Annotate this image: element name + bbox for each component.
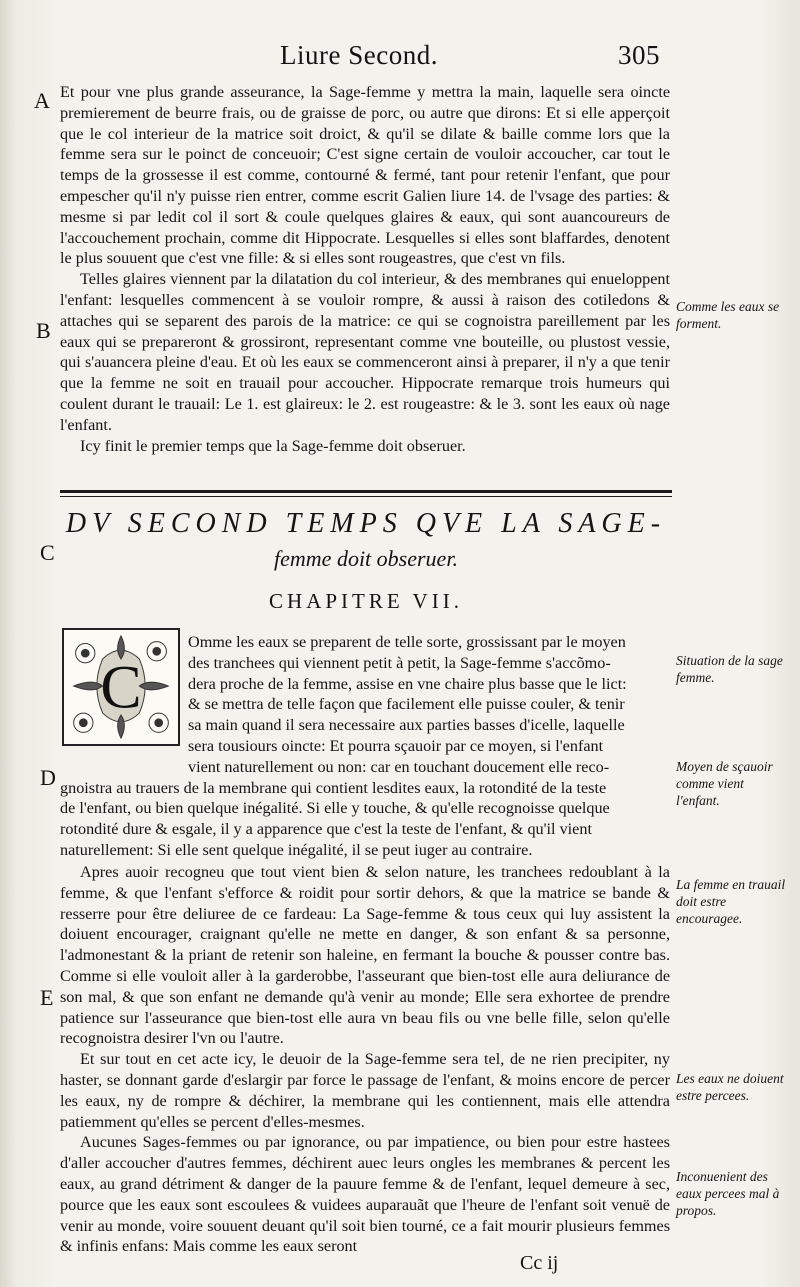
chapter-line: rotondité dure & esgale, il y a apparence que c'est la teste de l'enfant, & qu'il vient [60,820,592,839]
section-marker-c: C [40,540,55,565]
chapter-line: naturellement: Si elle sent quelque inégalité, il se peut iuger au contraire. [60,840,533,859]
margin-note: La femme en trauail doit estre encouragee. [676,877,786,926]
dropcap-letter: C [100,653,142,722]
chapter-number: CHAPITRE VII. [269,589,463,613]
section-rule-thick [60,490,672,493]
page-number: 305 [618,40,660,70]
margin-note: Les eaux ne doiuent estre percees. [676,1071,784,1103]
chapter-line: & se mettra de telle façon que facilement elle puisse couler, & tenir [188,695,625,714]
section-marker-b: B [36,318,51,343]
chapter-opening-lines [60,632,670,861]
chapter-line: sa main quand il sera necessaire aux parties basses d'icelle, laquelle [188,716,625,735]
chapter-body [60,862,670,1257]
section-marker-a: A [34,88,50,113]
chapter-line: Omme les eaux se preparent de telle sorte, grossissant par le moyen [188,633,626,651]
margin-note: Situation de la sage femme. [676,653,783,685]
chapter-line: dera proche de la femme, assise en vne chaire plus basse que le lict: [188,674,627,693]
chapter-heading-cont: femme doit obseruer. [274,546,458,571]
chapter-paragraph: Apres auoir recogneu que tout vient bien & selon nature, les tranchees redoublant à la femme, & que l'enfant s'efforce & roidit pour sortir dehors, & que la matrice se bande & resserre pour être deliuree de ce fardeau: La Sage-femme & tous ceux qui luy assistent la doiuent encourager, craignant qu'elle ne mette en danger, & son enfant & sa personne, l'admonestant & la priant de retenir son haleine, en fermant la bouche & pousser contre bas. Comme si elle vouloit aller à la garderobbe, l'asseurant que bien-tost elle aura deliurance de son mal, & que son enfant ne demande qu'à venir au monde; Elle sera exhortee de prendre patience sur l'asseurance que bien-tost elle aura vn beau fils ou vne belle fille, selon qu'elle recognoistra desirer l'vn ou l'autre. [60,863,670,1048]
chapter-line: sera tousiours oincte: Et pourra sçauoir par ce moyen, si l'enfant [188,736,604,755]
paragraph-1: Et pour vne plus grande asseurance, la Sage-femme y mettra la main, laquelle sera oincte premierement de beurre frais, ou de graisse de porc, ou autre que dirons: Et si elle apperçoit que le col interieur de la matrice soit droict, & qu'il se dilate & baille comme lors que la femme sera sur le poinct de conceuoir; C'est signe certain de vouloir accoucher, car tout le temps de la grossesse il est comme, contourné & fermé, tant pour retenir l'enfant, que pour empescher qu'il n'y puisse rien entrer, comme escrit Galien liure 14. de l'vsage des parties: & mesme si par ledit col il sort & coule quelques glaires & eaux, qui sont auancoureurs de l'accouchement prochain, comme dit Hippocrate. Lesquelles si elles sont blaffardes, denotent le plus souuent que c'est vne fille: & si elles sont rougeastres, que c'est vn fils. [60,83,670,268]
chapter-line: vient naturellement ou non: car en touchant doucement elle reco- [188,757,610,776]
section-rule-thin [60,496,672,497]
chapter-line: des tranchees qui viennent petit à petit, la Sage-femme s'accõmo- [188,653,611,672]
chapter-line: de l'enfant, ou bien quelque inégalité. Si elle y touche, & qu'elle recognoisse quelque [60,799,610,818]
margin-note: Inconuenient des eaux percees mal à propos. [676,1169,780,1218]
margin-note: Moyen de sçauoir comme vient l'enfant. [676,759,773,808]
section-marker-e: E [40,985,54,1010]
chapter-paragraph: Et sur tout en cet acte icy, le deuoir de la Sage-femme sera tel, de ne rien precipiter, ny haster, se donnant garde d'eslargir par force le passage de l'enfant, & moins encore de percer les eaux, ny de rompre & déchirer, la membrane qui les contiennent, mais elle attendra patiemment qu'elles se percent d'elles-mesmes. [60,1050,670,1131]
chapter-heading: DV SECOND TEMPS QVE LA SAGE- [65,508,667,539]
paragraph-2: Telles glaires viennent par la dilatation du col interieur, & des membranes qui enueloppent l'enfant: lesquelles commencent à se vouloir rompre, & aussi à raison des cotiledons & attaches qui se separent des parois de la matrice: ce qui se cognoistra pareillement par les eaux qui se prepareront & grossiront, representant comme vne bouteille, ou plustost vessie, qui s'auancera pleine d'eau. Et où les eaux se commenceront ainsi à preparer, il n'y a que tenir que la femme ne soit en trauail pour accoucher. Hippocrate remarque trois humeurs qui coulent durant le trauail: Le 1. est glaireux: le 2. est rougeastre: & le 3. sont les eaux où nage l'enfant. [60,270,670,434]
margin-note: Comme les eaux se forment. [676,299,780,331]
top-text-block [60,82,670,456]
section-marker-d: D [40,765,56,790]
running-title: Liure Second. [280,40,438,70]
signature-mark: Cc ij [520,1252,559,1274]
paragraph-3: Icy finit le premier temps que la Sage-femme doit obseruer. [80,436,466,455]
chapter-paragraph: Aucunes Sages-femmes ou par ignorance, ou par impatience, ou bien pour estre hastees d'aller accoucher d'autres femmes, déchirent auec leurs ongles les membranes & percent les eaux, au grand détriment & danger de la pauure femme & de l'enfant, lequel demeure à sec, pource que les eaux sont escoulees & vuidees auparauãt que l'heure de l'enfant soit venuë de venir au monde, voire souuent deuant qu'il soit bien tourné, ce a fait mourir plusieurs femmes & infinis enfans: Mais comme les eaux seront [60,1133,670,1256]
chapter-line: gnoistra au trauers de la membrane qui contient lesdites eaux, la rotondité de la teste [60,778,607,797]
